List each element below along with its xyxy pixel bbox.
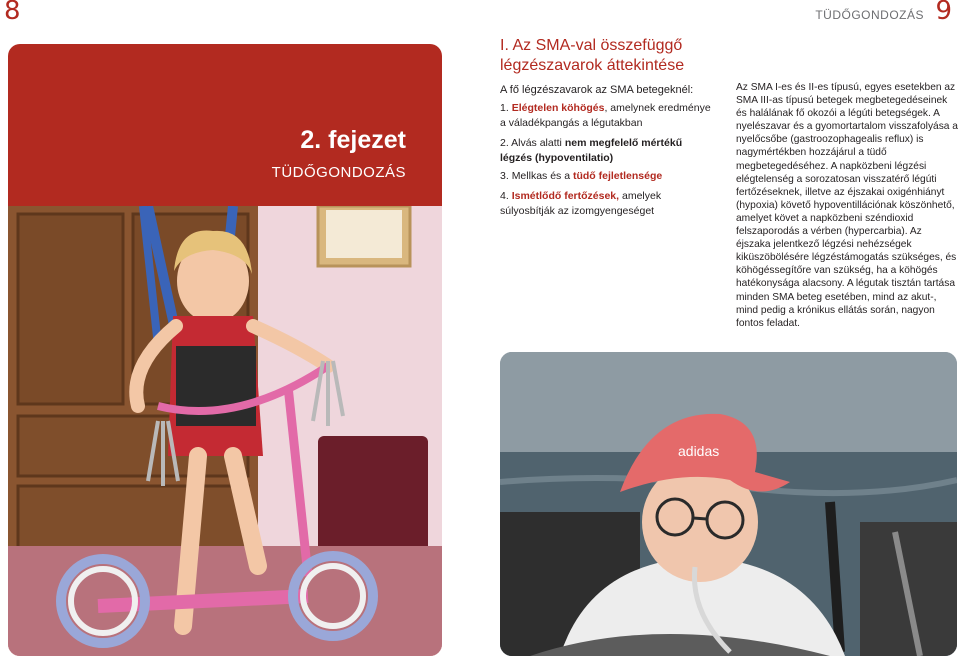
list-item-number: 3. (500, 170, 509, 182)
chapter-card (8, 44, 442, 656)
list-item-bold: tüdő fejletlensége (572, 170, 663, 182)
chapter-title: TÜDŐGONDOZÁS (271, 164, 406, 181)
list-item-bold: nem megfelelő mértékű légzés (hypoventilatio) (500, 137, 683, 164)
cap-logo-text: adidas (678, 443, 720, 459)
body-paragraph: Az SMA I-es és II-es típusú, egyes esetekben az SMA III-as típusú betegek megbetegedéseinek és halálának fő okozói a légúti betegségek. A nyelészavar és a gyomortartalom visszafolyása a nyelőcsőbe (gastroozophagealis reflux) is nagymértékben hozzájárul a tüdő megbetegedéséhez. A napközbeni légzési elégtelenség a sorozatosan visszatérő légúti fertőzéseknek, illetve az éjszakai oxigénhiányt (hypoxia) követő hypoventillációnak köszönhető, amelyet követ a napközbeni széndioxid felszaporodás a vérben (hypercarbia). Az éjszaka jelentkező légzési nehézségek kiküszöbölésére légzéstámogatás szükséges, és köhögéssegítőre van szükség, ha a köhögés hatékonysága alacsony. A légutak tisztán tartása minden SMA beteg esetében, mind az akut-, mind pedig a krónikus ellátás során, nagyon fontos feladat. (736, 82, 958, 329)
photo-girl-on-scooter (8, 206, 442, 656)
list-item-number: 1. (500, 102, 509, 114)
page-number-right: 9 (935, 0, 952, 26)
list-item-bold: Ismétlődő fertőzések, (511, 190, 620, 202)
running-head: TÜDŐGONDOZÁS (815, 8, 924, 22)
list-item-text: Mellkas és a (511, 170, 573, 182)
section-intro: A fő légzészavarok az SMA betegeknél: (500, 84, 694, 96)
list-item-number: 2. (500, 137, 509, 149)
photo-man-with-ventilator (500, 352, 957, 656)
list-item (500, 136, 712, 166)
list-item-text: Alvás alatti (511, 137, 565, 149)
list-item-bold: Elégtelen köhögés (511, 102, 605, 114)
section-title: I. Az SMA-val összefüggő légzészavarok áttekintése (500, 37, 685, 74)
list-item (500, 189, 712, 219)
list-item-text: amelyek súlyosbítják az izomgyengeséget (500, 190, 662, 217)
list-item-text: , amelynek eredménye a váladékpangás a légutakban (500, 102, 711, 129)
chapter-number: 2. fejezet (300, 126, 406, 154)
list-item (500, 101, 712, 131)
list-item-number: 4. (500, 190, 509, 202)
page-number-left: 8 (4, 0, 21, 26)
list-item (500, 169, 712, 184)
